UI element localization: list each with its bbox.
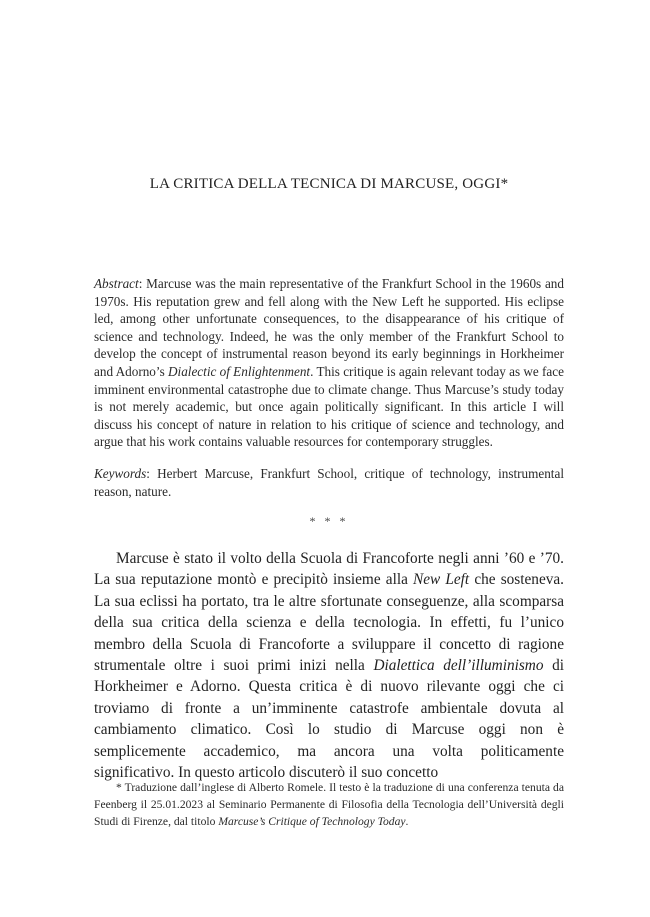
body-text: [94, 548, 564, 783]
keywords-label-separator: :: [146, 466, 158, 481]
body-italic-dialettica: Dialettica dell’illuminismo: [373, 657, 544, 675]
keywords: [94, 465, 564, 500]
footnote: [94, 779, 564, 830]
abstract-label: Abstract: [94, 276, 139, 291]
body-paragraph: [94, 548, 564, 783]
footnote-text-part-1: * Traduzione dall’inglese di Alberto Romele. Il testo è la traduzione di una conferenza tenuta da Feenberg il 25.01.2023 al Seminario Permanente di Filosofia della Tecnologia dell’Università degli Studi di Firenze, dal titolo: [94, 781, 564, 828]
abstract-cited-title: Dialectic of Enlightenment: [168, 363, 311, 379]
footnote-text-part-2: .: [405, 815, 409, 828]
keywords-label: Keywords: [94, 466, 147, 481]
body-text-part-2: che sosteneva. La sua eclissi ha portato, tra le altre sfortunate conseguenze, alla scomparsa della sua critica della scienza e della tecnologia. In effetti, fu l’unico membro della Scuola di Francoforte a sviluppare il concetto di ragione strumentale oltre i suoi primi inizi nella: [94, 571, 565, 675]
body-italic-new-left: New Left: [413, 571, 470, 589]
keywords-paragraph: [94, 465, 564, 500]
footnote-cited-title: Marcuse’s Critique of Technology Today: [218, 815, 406, 828]
abstract-text-part-1: Marcuse was the main representative of the Frankfurt School in the 1960s and 1970s. His reputation grew and fell along with the New Left he supported. His eclipse led, among other unfortunate consequences, to the disappearance of his critique of science and technology. Indeed, he was the only member of the Frankfurt School to develop the concept of instrumental reason beyond its early beginnings in Horkheimer and Adorno’s: [94, 276, 564, 379]
footnote-paragraph: [94, 779, 564, 830]
body-text-part-1: Marcuse è stato il volto della Scuola di Francoforte negli anni ’60 e ’70. La sua reputazione montò e precipitò insieme alla: [94, 550, 564, 589]
body-text-part-3: di Horkheimer e Adorno. Questa critica è di nuovo rilevante oggi che ci troviamo di fronte a un’imminente catastrofe ambientale dovuta al cambiamento climatico. Così lo studio di Marcuse oggi non è semplicemente accademico, ma ancora una volta politicamente significativo. In questo articolo discuterò il suo concetto: [94, 657, 565, 782]
abstract-text-part-2: . This critique is again relevant today as we face imminent environmental catastrophe due to climate change. Thus Marcuse’s study today is not merely academic, but once again politically significant. In this article I will discuss his concept of nature in relation to his critique of science and technology, and argue that his work contains valuable resources for contemporary struggles.: [94, 363, 564, 450]
keywords-text: Herbert Marcuse, Frankfurt School, critique of technology, instrumental reason, nature.: [94, 466, 564, 499]
abstract-label-separator: :: [138, 276, 147, 291]
abstract-paragraph: [94, 275, 564, 451]
abstract: [94, 275, 564, 451]
section-separator: * * *: [309, 514, 349, 528]
article-title: LA CRITICA DELLA TECNICA DI MARCUSE, OGGI*: [149, 176, 509, 192]
